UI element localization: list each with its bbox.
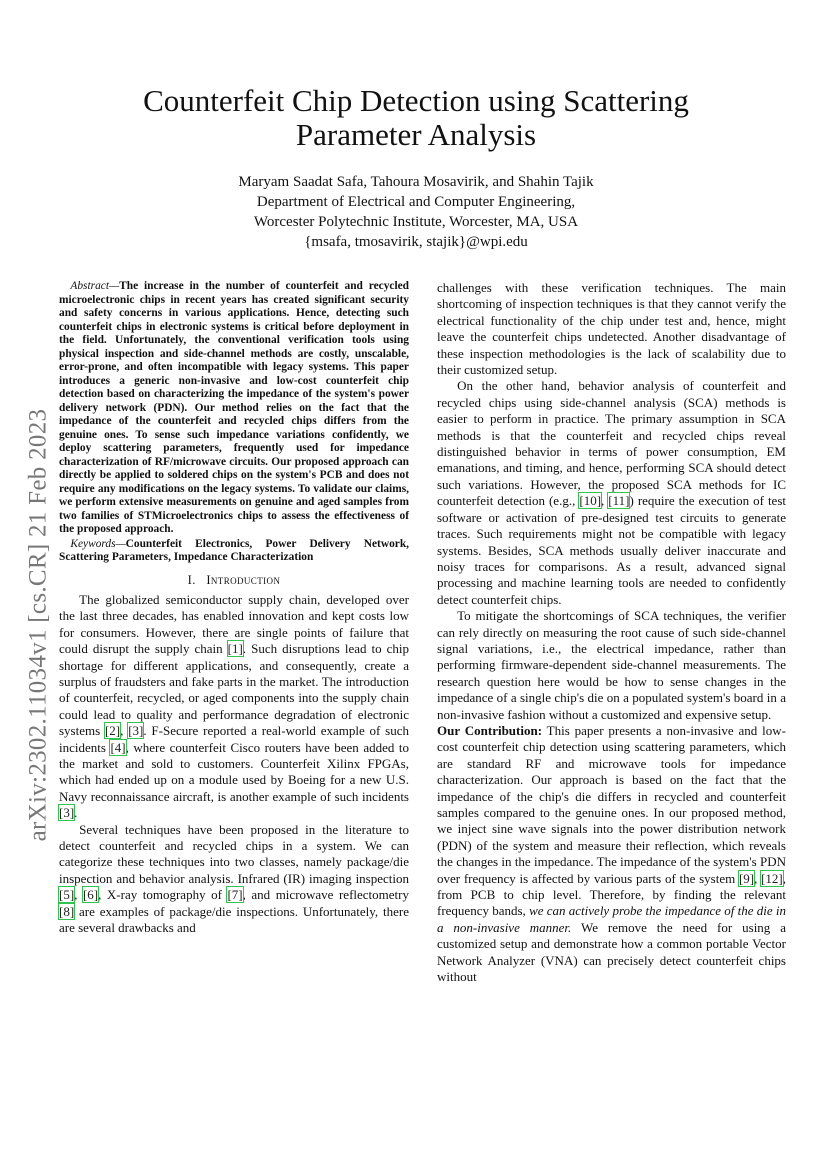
emphasis-text: we can actively probe the impedance of the die in a non-invasive manner. <box>437 903 786 935</box>
right-paragraph-continued: challenges with these verification techniques. The main shortcoming of inspection techniques is that they cannot verify the electrical functionality of the chip under test and, hence, might leave the counterfeit chips undetected. Another disadvantage of these inspection methodologies is the lack of scalability due to their customized setup. <box>437 280 786 378</box>
right-paragraph-contribution: Our Contribution: This paper presents a non-invasive and low-cost counterfeit chip detection using scattering parameters, which are standard RF and microwave tools for impedance characterization. Our approach is based on the fact that the impedance of the chip's die differs in recycled and counterfeit samples compared to the genuine ones. In our proposed method, we inject sine wave signals into the power distribution network (PDN) of the system and measure their reflection, which reveals the changes in the impedance. The impedance of the system's PDN over frequency is affected by various parts of the system [9], [12], from PCB to chip level. Therefore, by finding the relevant frequency bands, we can actively probe the impedance of the die in a non-invasive manner. We remove the need for using a customized setup and demonstrate how a common portable Vector Network Analyzer (VNA) can precisely detect counterfeit chips without <box>437 722 787 985</box>
citation-link[interactable]: [3] <box>128 723 144 739</box>
author-emails: {msafa, tmosavirik, stajik}@wpi.edu <box>304 234 528 250</box>
citation-link[interactable]: [6] <box>82 887 99 903</box>
arxiv-identifier <box>16 365 60 885</box>
abstract-label: Abstract <box>70 280 109 292</box>
keywords-label: Keywords <box>70 537 116 550</box>
citation-link[interactable]: [1] <box>227 641 243 657</box>
citation-link[interactable]: [10] <box>579 493 602 509</box>
left-column <box>59 280 409 936</box>
citation-link[interactable]: [5] <box>59 887 75 903</box>
keywords-text: Counterfeit Electronics, Power Delivery Network, Scattering Parameters, Impedance Characterization <box>59 537 409 563</box>
citation-link[interactable]: [7] <box>227 887 243 903</box>
author-department: Department of Electrical and Computer Engineering, <box>256 194 576 210</box>
section-number: I. <box>187 572 196 587</box>
right-column <box>437 280 786 985</box>
citation-link[interactable]: [11] <box>608 493 630 509</box>
citation-link[interactable]: [3] <box>59 805 75 821</box>
abstract-text: The increase in the number of counterfeit and recycled microelectronic chips in recent years has created significant security and safety concerns in various applications. Hence, detecting such counterfeit chips in electronic systems is critical before deployment in the field. Unfortunately, the conventional verification tools using physical inspection and side-channel methods are costly, unscalable, error-prone, and often incompatible with legacy systems. This paper introduces a generic non-invasive and low-cost counterfeit chip detection based on characterizing the impedance of the system's power delivery network (PDN). Our method relies on the fact that the impedance of the counterfeit and recycled chips differs from the genuine ones. To sense such impedance variations confidently, we deploy scattering parameters, frequently used for impedance characterization of RF/microwave circuits. Our proposed approach can directly be applied to soldered chips on the system's PCB and does not require any modifications on the legacy systems. To validate our claims, we perform extensive measurements on genuine and aged samples from two families of STMicroelectronics chips to assess the effectiveness of the proposed approach. <box>59 280 409 535</box>
section-title: Introduction <box>206 572 281 587</box>
intro-paragraph-1: The globalized semiconductor supply chain, developed over the last three decades, has enabled innovation and kept costs low for consumers. However, there are single points of failure that could disrupt the supply chain [1]. Such disruptions lead to chip shortage for different applications, and consequently, create a surplus of fraudsters and fake parts in the market. The introduction of counterfeit, recycled, or aged components into the supply chain could lead to quality and performance degradation of electronic systems [2], [3]. F-Secure reported a real-world example of such incidents [4], where counterfeit Cisco routers have been added to the market and sold to customers. Counterfeit Xilinx FPGAs, which had ended up on a module used by Boeing for a new U.S. Navy reconnaissance aircraft, is another example of such incidents [3]. <box>59 591 410 821</box>
author-block <box>160 172 672 252</box>
citation-link[interactable]: [2] <box>104 723 121 739</box>
right-paragraph-mitigate: To mitigate the shortcomings of SCA techniques, the verifier can rely directly on measuring the root cause of such side-channel signal variations, i.e., the electrical impedance, rather than performing firmware-dependent side-channel measurements. The research question here would be how to sense changes in the impedance of a single chip's die on a populated system's board in a non-invasive fashion without a customized and expensive setup. <box>437 608 786 722</box>
citation-link[interactable]: [12] <box>761 870 783 886</box>
right-paragraph-sca: On the other hand, behavior analysis of counterfeit and recycled chips using side-channel analysis (SCA) methods is easier to perform in practice. The primary assumption in SCA methods is that the counterfeit and recycled chips reveal distinguished behavior in terms of power consumption, EM emanations, and timing, and hence, performing SCA should detect such variations. However, the proposed SCA methods for IC counterfeit detection (e.g., [10], [11]) require the execution of test software or activation of pre-designed test circuits to generate traces. Such requirements might not be compatible with legacy systems. Besides, SCA methods usually deliver inaccurate and noisy traces for comparisons. As a result, advanced signal processing and machine learning tools are needed to confidently detect counterfeit chips. <box>437 378 786 607</box>
author-names: Maryam Saadat Safa, Tahoura Mosavirik, and Shahin Tajik <box>238 174 594 190</box>
keywords: Keywords—Counterfeit Electronics, Power Delivery Network, Scattering Parameters, Impedance Characterization <box>59 537 409 563</box>
paper-title: Counterfeit Chip Detection using Scattering Parameter Analysis <box>143 83 689 152</box>
author-institution: Worcester Polytechnic Institute, Worcester, MA, USA <box>253 214 579 230</box>
abstract: Abstract—The increase in the number of counterfeit and recycled microelectronic chips in recent years has created significant security and safety concerns in various applications. Hence, detecting such counterfeit chips in electronic systems is critical before deployment in the field. Unfortunately, the conventional verification tools using physical inspection and side-channel methods are costly, unscalable, error-prone, and often incompatible with legacy systems. This paper introduces a generic non-invasive and low-cost counterfeit chip detection based on characterizing the impedance of the system's power delivery network (PDN). Our method relies on the fact that the impedance of the counterfeit and recycled chips differs from the genuine ones. To sense such impedance variations confidently, we deploy scattering parameters, frequently used for impedance characterization of RF/microwave circuits. Our proposed approach can directly be applied to soldered chips on the system's PCB and does not require any modifications on the legacy systems. To validate our claims, we perform extensive measurements on genuine and aged samples from two families of STMicroelectronics chips to assess the effectiveness of the proposed approach. <box>59 280 409 535</box>
contribution-heading: Our Contribution: <box>437 722 543 738</box>
intro-paragraph-2: Several techniques have been proposed in the literature to detect counterfeit and recycled chips in a system. We can categorize these techniques into two classes, namely package/die inspection and behavior analysis. Infrared (IR) imaging inspection [5], [6], X-ray tomography of [7], and microwave reflectometry [8] are examples of package/die inspections. Unfortunately, there are several drawbacks and <box>59 821 409 936</box>
citation-link[interactable]: [9] <box>738 870 755 886</box>
arxiv-identifier-text: arXiv:2302.11034v1 [cs.CR] 21 Feb 2023 <box>24 408 52 842</box>
citation-link[interactable]: [4] <box>110 739 126 755</box>
section-heading-introduction <box>59 572 409 588</box>
citation-link[interactable]: [8] <box>59 903 75 919</box>
